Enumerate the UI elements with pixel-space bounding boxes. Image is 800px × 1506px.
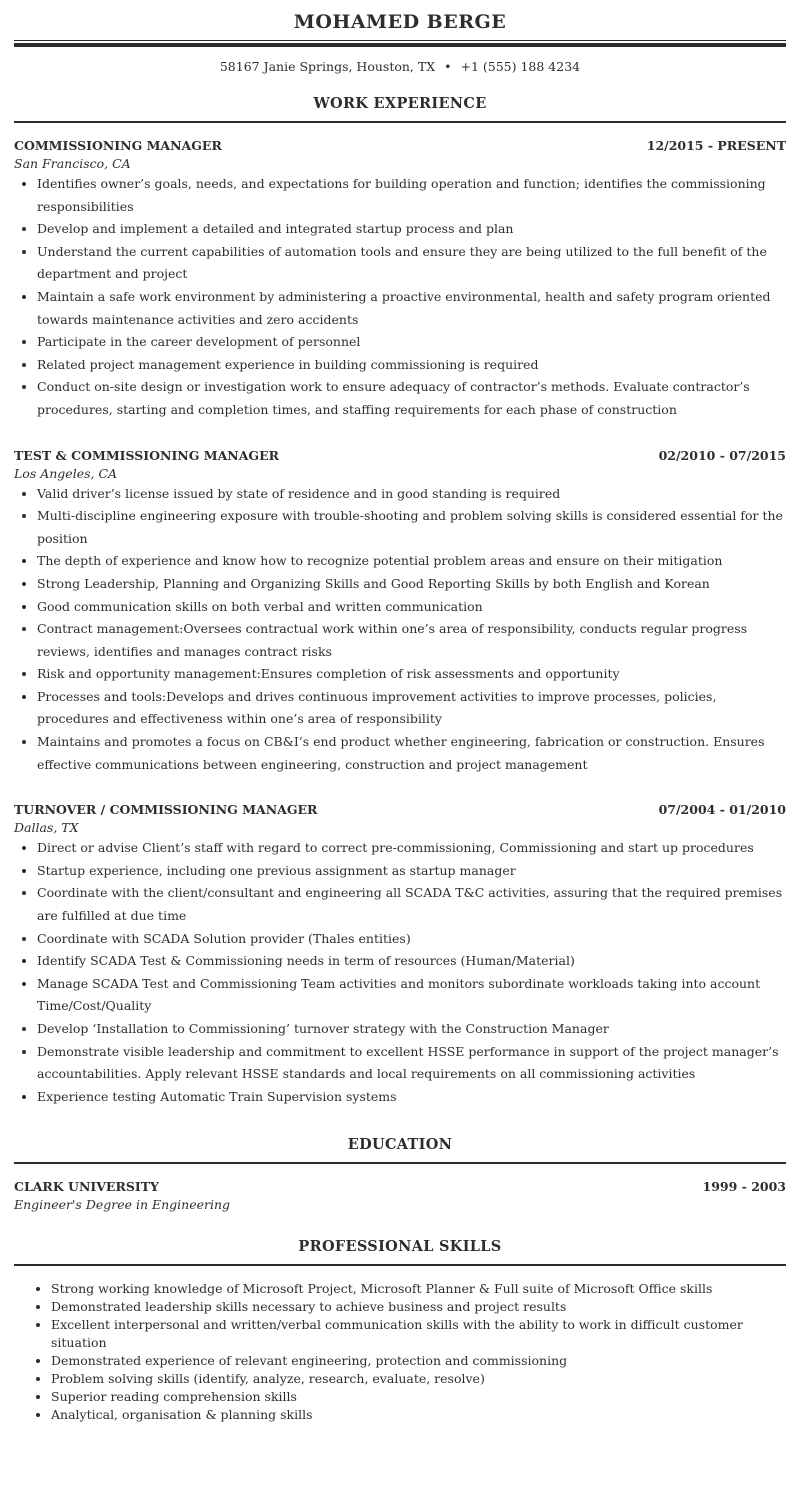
list-item: • Develop ‘Installation to Commissioning’ turnover strategy with the Construction Manager — [37, 1018, 786, 1041]
list-item: • Identify SCADA Test & Commissioning needs in term of resources (Human/Material) — [37, 950, 786, 973]
list-item: • Contract management:Oversees contractual work within one’s area of responsibility, conducts regular progress reviews, identifies and manages contract risks — [37, 618, 786, 663]
degree: Engineer's Degree in Engineering — [14, 1197, 231, 1213]
list-item: • Direct or advise Client’s staff with regard to correct pre-commissioning, Commissioning and start up procedures — [37, 837, 786, 860]
list-item: • Valid driver’s license issued by state of residence and in good standing is required — [37, 483, 786, 506]
list-item: • Excellent interpersonal and written/verbal communication skills with the ability to work in difficult customer situation — [51, 1316, 786, 1352]
list-item: • Processes and tools:Develops and drives continuous improvement activities to improve processes, policies, procedures and effectiveness within one’s area of responsibility — [37, 686, 786, 731]
job-dates: 07/2004 - 01/2010 — [658, 802, 786, 818]
list-item: • Multi-discipline engineering exposure with trouble-shooting and problem solving skills is considered essential for the position — [37, 505, 786, 550]
contact-phone: +1 (555) 188 4234 — [460, 59, 581, 74]
list-item: • Manage SCADA Test and Commissioning Team activities and monitors subordinate workloads taking into account Time/Cost/Quality — [37, 973, 786, 1018]
list-item: • Risk and opportunity management:Ensures completion of risk assessments and opportunity — [37, 663, 786, 686]
list-item: • Analytical, organisation & planning skills — [51, 1406, 786, 1424]
list-item: • Related project management experience in building commissioning is required — [37, 354, 786, 377]
education-header — [14, 1178, 786, 1196]
job-location: Dallas, TX — [14, 820, 79, 836]
school-name: CLARK UNIVERSITY — [14, 1179, 159, 1195]
header-rule-thick — [14, 43, 786, 47]
education-dates: 1999 - 2003 — [702, 1179, 786, 1195]
skills-section — [14, 1238, 786, 1424]
list-item: • Superior reading comprehension skills — [51, 1388, 786, 1406]
list-item: • Coordinate with the client/consultant and engineering all SCADA T&C activities, assuring that the required premises are fulfilled at due time — [37, 882, 786, 927]
list-item: • Develop and implement a detailed and integrated startup process and plan — [37, 218, 786, 241]
job-location: San Francisco, CA — [14, 156, 131, 171]
list-item: • Maintain a safe work environment by administering a proactive environmental, health and safety program oriented towards maintenance activities and zero accidents — [37, 286, 786, 331]
job-title: COMMISSIONING MANAGER — [14, 138, 222, 153]
education-title: EDUCATION — [347, 1136, 453, 1154]
section-rule — [14, 1264, 786, 1266]
resume-page — [14, 0, 786, 1424]
list-item: • Coordinate with SCADA Solution provider (Thales entities) — [37, 928, 786, 951]
job-bullets — [14, 837, 786, 1108]
contact-line — [14, 58, 786, 76]
job-header — [14, 137, 786, 155]
list-item: • Demonstrated experience of relevant engineering, protection and commissioning — [51, 1352, 786, 1370]
work-experience-section — [14, 95, 786, 1108]
job-location: Los Angeles, CA — [14, 465, 118, 481]
education-section — [14, 1136, 786, 1213]
skills-title: PROFESSIONAL SKILLS — [298, 1238, 502, 1256]
list-item: • Startup experience, including one previous assignment as startup manager — [37, 860, 786, 883]
contact-address: 58167 Janie Springs, Houston, TX — [219, 59, 436, 74]
job-header — [14, 447, 786, 465]
education-entry — [14, 1178, 786, 1213]
work-experience-title: WORK EXPERIENCE — [313, 95, 487, 112]
list-item: • Problem solving skills (identify, analyze, research, evaluate, resolve) — [51, 1370, 786, 1388]
job-bullets — [14, 173, 786, 422]
job-dates: 12/2015 - PRESENT — [646, 138, 786, 153]
job-title: TEST & COMMISSIONING MANAGER — [14, 447, 279, 463]
list-item: • Participate in the career development of personnel — [37, 331, 786, 354]
list-item: • Experience testing Automatic Train Supervision systems — [37, 1086, 786, 1109]
list-item: • Strong Leadership, Planning and Organizing Skills and Good Reporting Skills by both English and Korean — [37, 573, 786, 596]
list-item: • The depth of experience and know how to recognize potential problem areas and ensure on their mitigation — [37, 550, 786, 573]
section-rule — [14, 121, 786, 123]
job-dates: 02/2010 - 07/2015 — [658, 447, 786, 463]
job-entry — [14, 137, 786, 422]
job-header — [14, 801, 786, 819]
list-item: • Strong working knowledge of Microsoft Project, Microsoft Planner & Full suite of Microsoft Office skills — [51, 1280, 786, 1298]
list-item: • Identifies owner’s goals, needs, and expectations for building operation and function; identifies the commissioning responsibilities — [37, 173, 786, 218]
list-item: • Demonstrated leadership skills necessary to achieve business and project results — [51, 1298, 786, 1316]
job-entry — [14, 801, 786, 1108]
job-entry — [14, 447, 786, 777]
candidate-name: MOHAMED BERGE — [293, 11, 507, 33]
section-rule — [14, 1162, 786, 1164]
job-bullets — [14, 483, 786, 777]
list-item: • Demonstrate visible leadership and commitment to excellent HSSE performance in support of the project manager’s accountabilities. Apply relevant HSSE standards and local requirements on all commissioning activities — [37, 1041, 786, 1086]
list-item: • Conduct on-site design or investigation work to ensure adequacy of contractor’s methods. Evaluate contractor’s procedures, starting and completion times, and staffing requirements for each phase of construction — [37, 376, 786, 421]
list-item: • Good communication skills on both verbal and written communication — [37, 596, 786, 619]
header-rule-thin — [14, 40, 786, 41]
job-title: TURNOVER / COMMISSIONING MANAGER — [14, 802, 318, 818]
list-item: • Maintains and promotes a focus on CB&I’s end product whether engineering, fabrication or construction. Ensures effective communications between engineering, construction and project management — [37, 731, 786, 776]
list-item: • Understand the current capabilities of automation tools and ensure they are being utilized to the full benefit of the department and project — [37, 241, 786, 286]
contact-separator: • — [444, 59, 452, 74]
skills-list — [14, 1280, 786, 1424]
